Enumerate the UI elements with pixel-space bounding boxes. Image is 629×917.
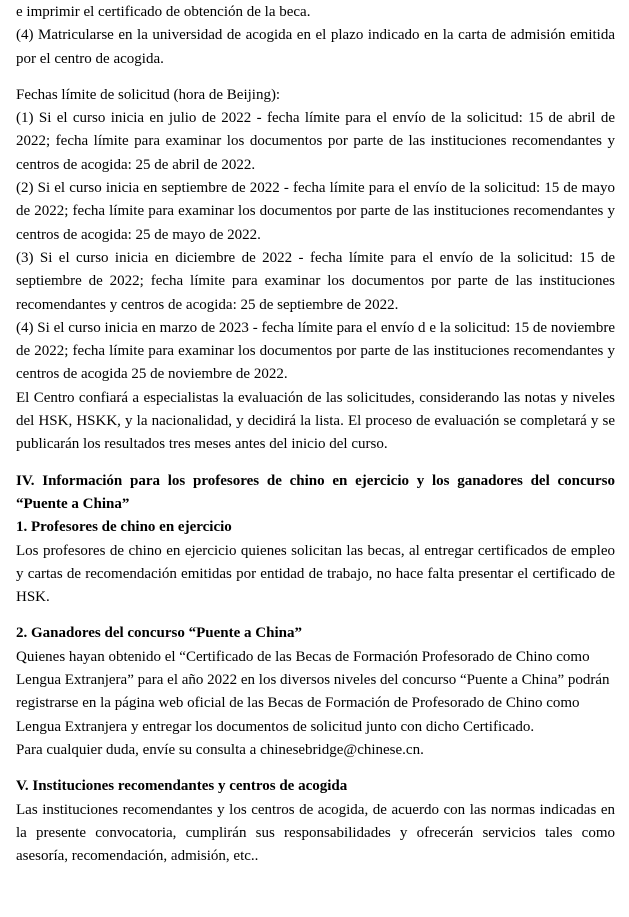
heading-subsection-2-winners: 2. Ganadores del concurso “Puente a China” <box>16 625 302 642</box>
paragraph-deadline-4: (4) Si el curso inicia en marzo de 2023 - fecha límite para el envío d e la solicitud: 15 de noviembre de 2022; fecha límite para examinar los documentos por parte de las instituciones recomendantes y centros de acogida 25 de noviembre de 2022. <box>16 319 615 383</box>
heading-section-v: V. Instituciones recomendantes y centros de acogida <box>16 778 348 795</box>
paragraph-continuation: e imprimir el certificado de obtención de la beca. <box>16 4 311 20</box>
blank-line <box>16 762 615 775</box>
paragraph-deadline-2: (2) Si el curso inicia en septiembre de 2022 - fecha límite para el envío de la solicitud: 15 de mayo de 2022; fecha límite para examinar los documentos por parte de las instituciones recomendantes y centros de acogida: 25 de mayo de 2022. <box>16 180 615 243</box>
paragraph-evaluation-process: El Centro confiará a especialistas la evaluación de las solicitudes, considerando las notas y niveles del HSK, HSKK, y la nacionalidad, y decidirá la lista. El proceso de evaluación se completará y se publicarán los resultados tres meses antes del inicio del curso. <box>16 389 615 453</box>
paragraph-deadlines-intro: Fechas límite de solicitud (hora de Beijing): <box>16 86 281 103</box>
paragraph-deadline-3: (3) Si el curso inicia en diciembre de 2022 - fecha límite para el envío de la solicitud: 15 de septiembre de 2022; fecha límite para examinar los documentos por parte de las instituciones recomendantes y centros de acogida: 25 de septiembre de 2022. <box>16 249 615 313</box>
paragraph-bridge-winners: Quienes hayan obtenido el “Certificado de las Becas de Formación Profesorado de Chino como Lengua Extranjera” para el año 2022 en los diversos niveles del concurso “Puente a China” podrán registrarse en la página web oficial de las Becas de Formación de Profesorado de Chino como Lengua Extranjera y entregar los documentos de solicitud junto con dicho Certificado. <box>16 648 610 735</box>
blank-line <box>16 457 615 470</box>
blank-line <box>16 71 615 84</box>
paragraph-teachers-in-service: Los profesores de chino en ejercicio quienes solicitan las becas, al entregar certificados de empleo y cartas de recomendación emitidas por entidad de trabajo, no hace falta presentar el certificado de HSK. <box>16 542 615 606</box>
paragraph-contact-email: Para cualquier duda, envíe su consulta a chinesebridge@chinese.cn. <box>16 741 424 758</box>
heading-subsection-1-teachers: 1. Profesores de chino en ejercicio <box>16 519 232 536</box>
paragraph-item-4-matricularse: (4) Matricularse en la universidad de acogida en el plazo indicado en la carta de admisión emitida por el centro de acogida. <box>16 27 615 67</box>
paragraph-deadline-1: (1) Si el curso inicia en julio de 2022 - fecha límite para el envío de la solicitud: 15 de abril de 2022; fecha límite para examinar los documentos por parte de las instituciones recomendantes y centros de acogida: 25 de abril de 2022. <box>16 110 615 173</box>
blank-line <box>16 609 615 622</box>
heading-section-iv: IV. Información para los profesores de chino en ejercicio y los ganadores del concurso “Puente a China” <box>16 472 615 512</box>
paragraph-institutions-responsibilities: Las instituciones recomendantes y los centros de acogida, de acuerdo con las normas indicadas en la presente convocatoria, cumplirán sus responsabilidades y ofrecerán servicios tales como asesoría, recomendación, admisión, etc.. <box>16 801 615 865</box>
